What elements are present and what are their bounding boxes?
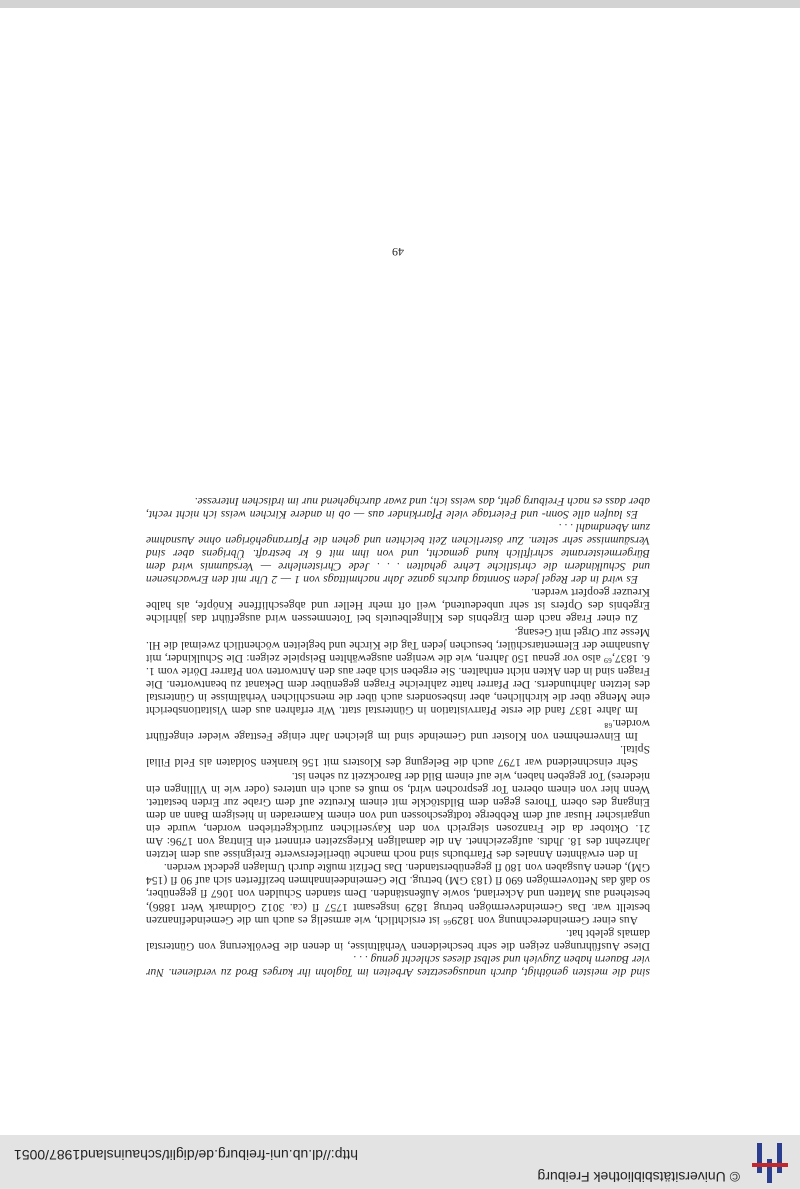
paragraph: Im Jahre 1837 fand die erste Pfarrvisitation in Günterstal statt. Wir erfahren aus dem Visitationsbericht eine Menge über die kirchlichen, aber insbesonders auch über die menschlichen Verhältnisse in Günterstal des letzten Jahrhunderts. Der Pfarrer hatte zahlreiche Fragen gegenüber dem Dekanat zu beantworten. Die Fragen sind in den Akten nicht enthalten. Sie ergeben sich aber aus den Antworten von Pfarrer Dörle vom 1. 6. 1837,⁶⁹ also vor genau 150 Jahren, wie die wenigen ausgewählten Beispiele zeigen: Die Schulkinder, mit Ausnahme der Elementarschüler, besuchen jeden Tag die Kirche und begleiten wöchentlich zweimal die Hl. Messe zur Orgel mit Gesang. [146, 625, 650, 718]
paragraph: Aus einer Gemeinderechnung von 1829⁶⁶ ist ersichtlich, wie armselig es auch um die Gemeindefinanzen bestellt war. Das Gemeindevermögen betrug 1829 insgesamt 1757 fl (ca. 3012 Goldmark Wert 1886), bestehend aus Matten und Ackerland, sowie Außenständen. Dem standen Schulden von 1067 fl gegenüber, so daß das Nettovermögen 690 fl (183 GM) betrug. Die Gemeindeeinnahmen bezifferten sich auf 90 fl (154 GM), denen Ausgaben von 180 fl gegenüberstanden. Das Defizit mußte durch Umlagen gedeckt werden. [146, 861, 650, 927]
paragraph: In den erwähnten Annales des Pfarrbuchs sind noch manche überlieferswerte Ereignisse aus dem letzten Jahrzehnt des 18. Jhdts. aufgezeichnet. An die damaligen Kriegszeiten erinnert ein Eintrag von 1796: Am 21. Oktober da die Franzosen siegreich von den Kayserlichen zurückgetrieben worden, wurde ein ungarischer Husar auf dem Rebberge todtgeschossen und von einem Kameraden in hiesigem Bann an dem Eingang des obern Thores gegen dem Bildstöckle mit einem Kreutze auf dem Grabe zur Erden bestattet. Wenn hier von einem oberen Tor gesprochen wird, so muß es auch ein unteres (oder wie in Villingen ein niederes) Tor gegeben haben, wie auf einem Bild der Barockzeit zu sehen ist. [146, 769, 650, 862]
page-number: 49 [392, 245, 404, 259]
paragraph: Es laufen alle Sonn- und Feiertage viele Pfarrkinder aus — ob in andere Kirchen weiss ich nicht recht, aber dass es nach Freiburg geht, das weiss ich; und zwar durchgehend nur im irdischen Interesse. [146, 494, 650, 521]
document-url-link[interactable]: http://dl.ub.uni-freiburg.de/diglit/schauinsland1987/0051 [14, 1147, 359, 1163]
top-divider [0, 0, 800, 8]
paragraph: Zu einer Frage nach dem Ergebnis des Klingelbeutels bei Totenmessen wird ausgeführt das jährliche Ergebnis des Opfers ist sehr unbedeutend, weil oft mehr Heller und abgeschliffene Knöpfe, als halbe Kreuzer geopfert werden. [146, 586, 650, 626]
footer-bar [0, 1135, 800, 1189]
page-body [146, 495, 650, 979]
paragraph: Es wird in der Regel jeden Sonntag durchs ganze Jahr nachmittags von 1 — 2 Uhr mit den Erwachsenen und Schulkindern die christliche Lehre gehalten . . . Jede Christenlehre — Versäumnis wird dem Bürgermeisteramte schriftlich kund gemacht, und von ihm mit 6 kr bestraft. Übrigens aber sind Versäumnisse sehr selten. Zur österlichen Zeit beichten und gehen die Pfarrangehörigen ohne Ausnahme zum Abendmahl . . . [146, 520, 650, 587]
university-library-logo-icon [750, 1143, 790, 1183]
paragraph: sind die meisten genöthigt, durch unausgesetztes Arbeiten im Taglohn ihr karges Brod zu verdienen. Nur vier Bauern haben Zugvieh und selbst dieses schlecht genug . . . [146, 952, 650, 979]
copyright-text: © Universitätsbibliothek Freiburg [537, 1169, 740, 1185]
paragraph: Diese Ausführungen zeigen die sehr bescheidenen Verhältnisse, in denen die Bevölkerung von Günterstal damals gelebt hat. [146, 926, 650, 953]
paragraph: Sehr einschneidend war 1797 auch die Belegung des Klosters mit 156 kranken Soldaten als Feld Filial Spital. [146, 743, 650, 770]
paragraph: Im Einvernehmen von Kloster und Gemeinde sind im gleichen Jahr einige Festtage wieder eingeführt worden.⁶⁸ [146, 717, 650, 744]
